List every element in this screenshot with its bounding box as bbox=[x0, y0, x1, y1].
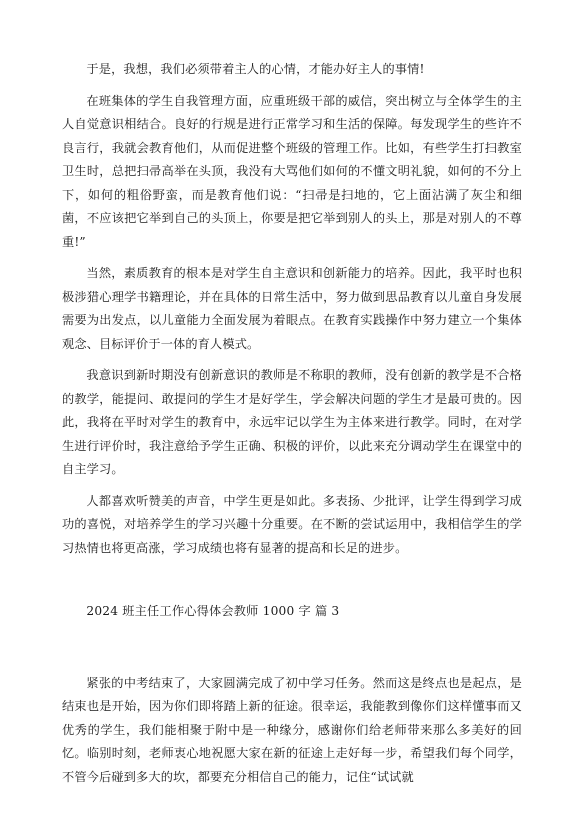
paragraph-2: 在班集体的学生自我管理方面，应重班级干部的威信，突出树立与全体学生的主人自觉意识相结合。良好的行规是进行正常学习和生活的保障。每发现学生的些许不良言行，我就会教育他们，从而促进整个班级的管理工作。比如，有些学生打扫教室卫生时，总把扫帚高举在头顶，我没有大骂他们如何的不懂文明礼貌，如何的不分上下，如何的粗俗野蛮，而是教育他们说：“扫帚是扫地的，它上面沾满了灰尘和细菌，不应该把它举到自己的头顶上，你要是把它举到别人的头上，那是对别人的不尊重!” bbox=[62, 93, 522, 249]
paragraph-4: 我意识到新时期没有创新意识的教师是不称职的教师，没有创新的教学是不合格的教学，能提问、敢提问的学生才是好学生，学会解决问题的学生才是最可贵的。因此，我将在平时对学生的教育中，永远牢记以学生为主体来进行教学。同时，在对学生进行评价时，我注意给予学生正确、积极的评价，以此来充分调动学生在课堂中的自主学习。 bbox=[62, 368, 522, 476]
paragraph-3: 当然，素质教育的根本是对学生自主意识和创新能力的培养。因此，我平时也积极涉猎心理学书籍理论，并在具体的日常生活中，努力做到思品教育以儿童自身发展需要为出发点，以儿童能力全面发展为着眼点。在教育实践操作中努力建立一个集体观念、目标评价于一体的育人模式。 bbox=[62, 266, 522, 351]
section-heading: 2024 班主任工作心得体会教师 1000 字 篇 3 bbox=[86, 604, 340, 618]
paragraph-6: 紧张的中考结束了，大家圆满完成了初中学习任务。然而这是终点也是起点，是结束也是开始，因为你们即将踏上新的征途。很幸运，我能教到像你们这样懂事而又优秀的学生，我们能相聚于附中是一种缘分，感谢你们给老师带来那么多美好的回忆。临别时刻，老师衷心地祝愿大家在新的征途上走好每一步，希望我们每个同学，不管今后碰到多大的坎，都要充分相信自己的能力，记住“试试就 bbox=[62, 675, 522, 784]
paragraph-1: 于是，我想，我们必须带着主人的心情，才能办好主人的事情! bbox=[86, 62, 425, 76]
document-page bbox=[62, 58, 522, 789]
paragraph-5: 人都喜欢听赞美的声音，中学生更是如此。多表扬、少批评，让学生得到学习成功的喜悦，对培养学生的学习兴趣十分重要。在不断的尝试运用中，我相信学生的学习热情也将更高涨，学习成绩也将有显著的提高和长足的进步。 bbox=[62, 493, 522, 555]
